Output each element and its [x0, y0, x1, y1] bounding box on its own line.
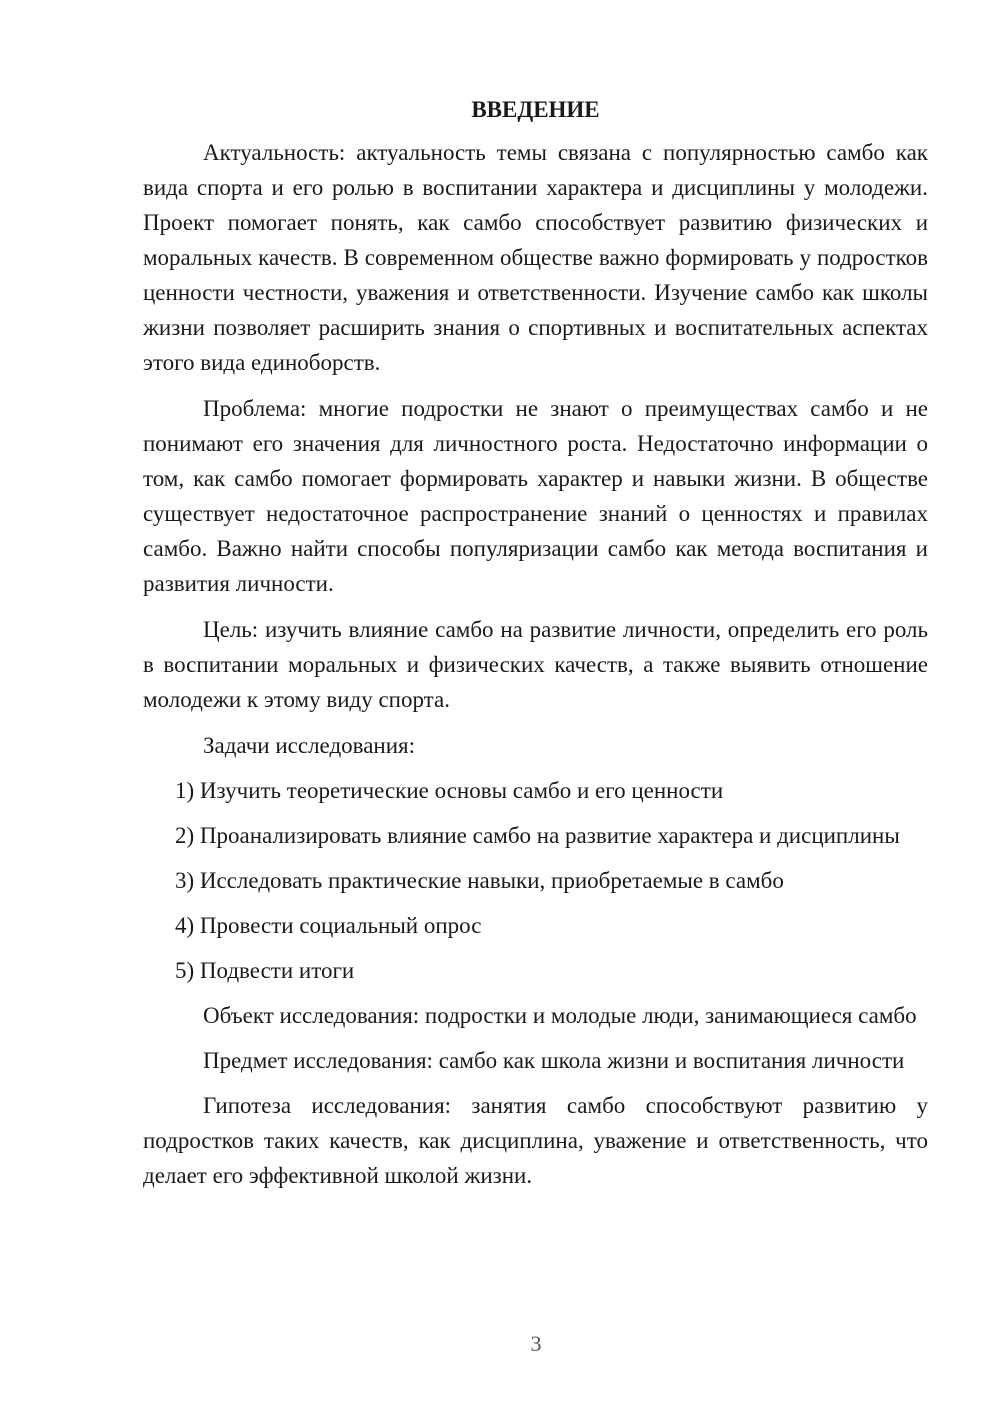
section-title: ВВЕДЕНИЕ — [471, 97, 600, 122]
task-item-5: 5) Подвести итоги — [175, 958, 355, 983]
goal-paragraph: Цель: изучить влияние самбо на развитие личности, определить его роль в воспитании моральных и физических качеств, а также выявить отношение молодежи к этому виду спорта. — [143, 617, 928, 712]
task-item-1: 1) Изучить теоретические основы самбо и его ценности — [175, 778, 724, 803]
task-item-3: 3) Исследовать практические навыки, приобретаемые в самбо — [175, 868, 784, 893]
task-item-2: 2) Проанализировать влияние самбо на развитие характера и дисциплины — [175, 823, 900, 848]
object-paragraph: Объект исследования: подростки и молодые люди, занимающиеся самбо — [203, 1003, 917, 1028]
relevance-paragraph: Актуальность: актуальность темы связана с популярностью самбо как вида спорта и его ролью в воспитании характера и дисциплины у молодежи. Проект помогает понять, как самбо способствует развитию физических и моральных качеств. В современном обществе важно формировать у подростков ценности честности, уважения и ответственности. Изучение самбо как школы жизни позволяет расширить знания о спортивных и воспитательных аспектах этого вида единоборств. — [143, 140, 928, 375]
hypothesis-paragraph: Гипотеза исследования: занятия самбо способствуют развитию у подростков таких качеств, как дисциплина, уважение и ответственность, что делает его эффективной школой жизни. — [143, 1093, 928, 1188]
subject-paragraph: Предмет исследования: самбо как школа жизни и воспитания личности — [203, 1048, 905, 1073]
page-number: 3 — [530, 1331, 542, 1356]
document-body — [143, 92, 928, 1204]
problem-paragraph: Проблема: многие подростки не знают о преимуществах самбо и не понимают его значения для личностного роста. Недостаточно информации о том, как самбо помогает формировать характер и навыки жизни. В обществе существует недостаточное распространение знаний о ценностях и правилах самбо. Важно найти способы популяризации самбо как метода воспитания и развития личности. — [143, 396, 928, 596]
tasks-heading: Задачи исследования: — [203, 733, 416, 758]
task-item-4: 4) Провести социальный опрос — [175, 913, 482, 938]
